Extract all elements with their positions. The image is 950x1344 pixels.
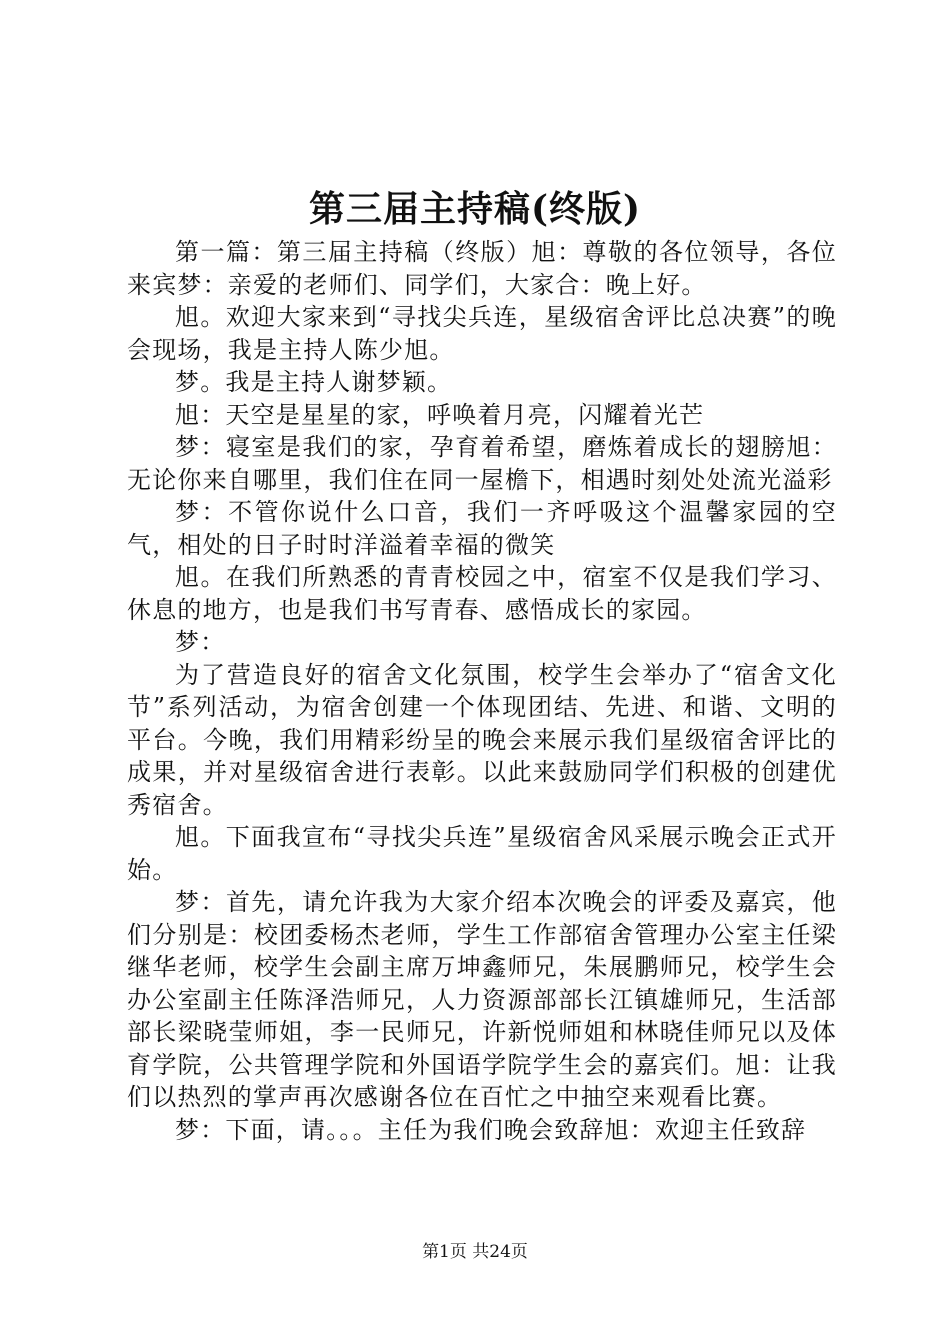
paragraph: 梦：首先，请允许我为大家介绍本次晚会的评委及嘉宾，他们分别是：校团委杨杰老师，学生工作部宿舍管理办公室主任梁继华老师，校学生会副主席万坤鑫师兄，朱展鹏师兄，校学生会办公室副主任陈泽浩师兄，人力资源部部长江镇雄师兄，生活部部长梁晓莹师姐，李一民师兄，许新悦师姐和林晓佳师兄以及体育学院，公共管理学院和外国语学院学生会的嘉宾们。旭：让我们以热烈的掌声再次感谢各位在百忙之中抽空来观看比赛。 [127,888,837,1111]
paragraph: 梦。我是主持人谢梦颖。 [175,368,453,396]
paragraph: 第一篇：第三届主持稿（终版）旭：尊敬的各位领导，各位来宾梦：亲爱的老师们、同学们，大家合：晚上好。 [127,238,837,299]
paragraph: 旭。欢迎大家来到“寻找尖兵连，星级宿舍评比总决赛”的晚会现场，我是主持人陈少旭。 [127,303,837,364]
paragraph: 旭：天空是星星的家，呼唤着月亮，闪耀着光芒 [175,400,705,429]
document-body [127,236,837,1146]
paragraph: 旭。在我们所熟悉的青青校园之中，宿室不仅是我们学习、休息的地方，也是我们书写青春、感悟成长的家园。 [127,563,837,624]
paragraph: 梦：下面，请。。。主任为我们晚会致辞旭：欢迎主任致辞 [175,1115,807,1144]
paragraph: 旭。下面我宣布“寻找尖兵连”星级宿舍风采展示晚会正式开始。 [127,823,837,884]
document-title: 第三届主持稿(终版) [308,188,642,230]
paragraph: 梦：寝室是我们的家，孕育着希望，磨炼着成长的翅膀旭：无论你来自哪里，我们住在同一屋檐下，相遇时刻处处流光溢彩 [127,433,837,494]
paragraph: 梦： [175,628,226,656]
paragraph: 为了营造良好的宿舍文化氛围，校学生会举办了“宿舍文化节”系列活动，为宿舍创建一个体现团结、先进、和谐、文明的平台。今晚，我们用精彩纷呈的晚会来展示我们星级宿舍评比的成果，并对星级宿舍进行表彰。以此来鼓励同学们积极的创建优秀宿舍。 [127,660,837,819]
page-footer: 第1页 共24页 [422,1242,528,1262]
paragraph: 梦：不管你说什么口音，我们一齐呼吸这个温馨家园的空气，相处的日子时时洋溢着幸福的微笑 [127,498,837,559]
